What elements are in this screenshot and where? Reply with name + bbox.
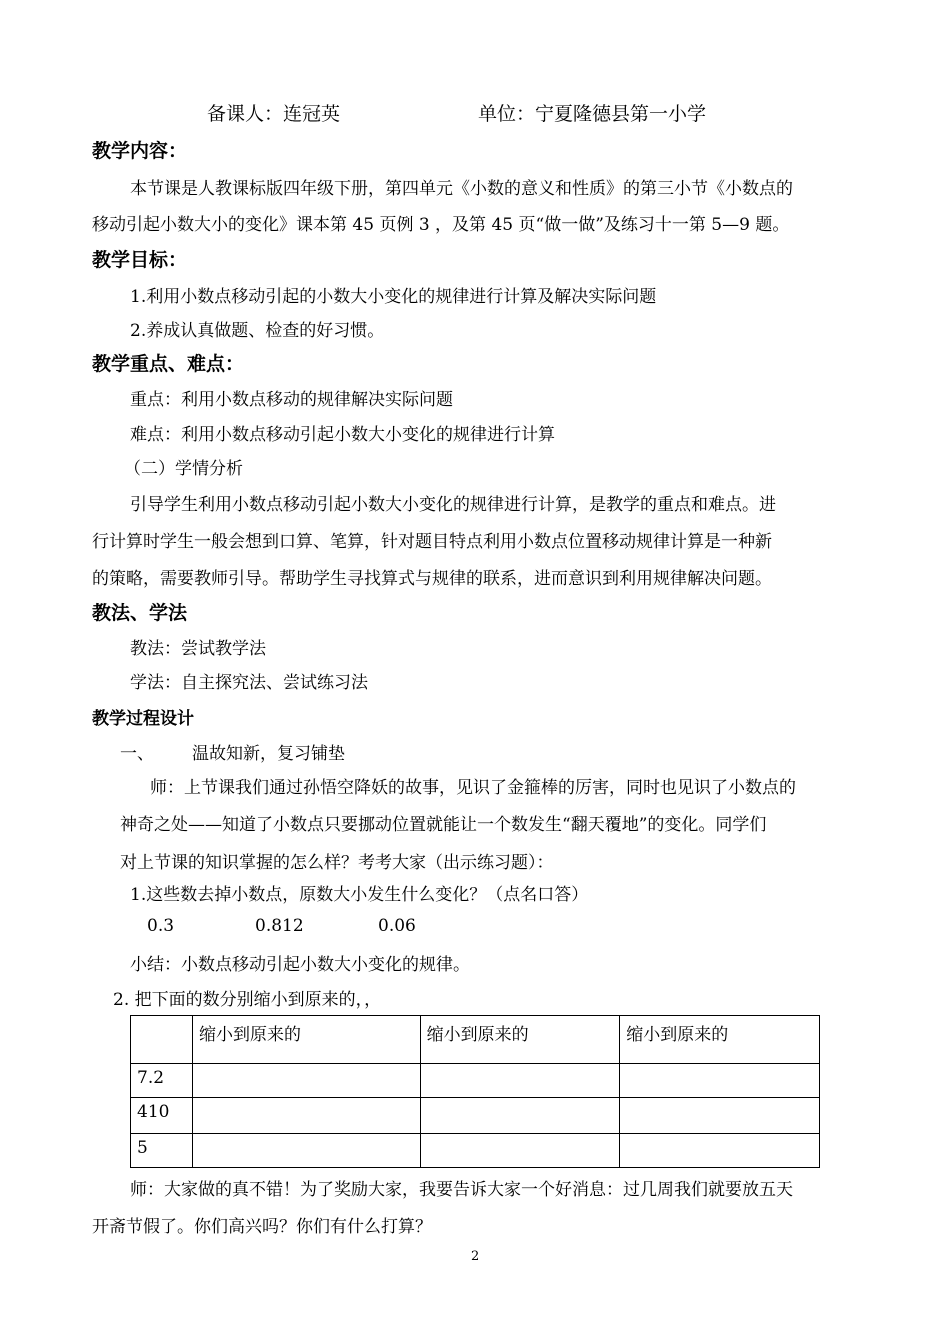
table-cell: 7.2 — [131, 1064, 193, 1098]
goal-2: 2.养成认真做题、检查的好习惯。 — [130, 321, 385, 341]
difficulty-point: 难点：利用小数点移动引起小数大小变化的规律进行计算 — [130, 425, 555, 445]
goals-heading: 教学目标： — [92, 249, 188, 271]
question-1: 1.这些数去掉小数点，原数大小发生什么变化？（点名口答） — [130, 885, 589, 905]
table-cell — [420, 1064, 620, 1098]
question-2: 2. 把下面的数分别缩小到原来的，， — [113, 990, 382, 1010]
teaching-method: 教法：尝试教学法 — [130, 639, 266, 659]
table-cell — [420, 1098, 620, 1134]
q1-number: 0.3 — [147, 916, 175, 936]
teacher-line-3: 对上节课的知识掌握的怎么样？考考大家（出示练习题）： — [120, 853, 554, 873]
table-header-cell — [131, 1016, 193, 1064]
methods-heading: 教法、学法 — [92, 602, 188, 624]
analysis-line-2: 行计算时学生一般会想到口算、笔算，针对题目特点利用小数点位置移动规律计算是一种新 — [92, 532, 772, 552]
preparer: 备课人：连冠英 — [207, 103, 341, 125]
table-cell — [192, 1134, 420, 1168]
step-number: 一、 — [120, 744, 154, 764]
table-cell — [192, 1098, 420, 1134]
table-cell — [420, 1134, 620, 1168]
table-cell: 410 — [131, 1098, 193, 1134]
closing-line-2: 开斋节假了。你们高兴吗？你们有什么打算？ — [92, 1217, 432, 1237]
teacher-line-1: 师：上节课我们通过孙悟空降妖的故事，见识了金箍棒的厉害，同时也见识了小数点的 — [150, 778, 796, 798]
q1-number: 0.06 — [378, 916, 416, 936]
table-header-cell: 缩小到原来的 — [420, 1016, 620, 1064]
summary: 小结：小数点移动引起小数大小变化的规律。 — [130, 955, 470, 975]
page-number: 2 — [471, 1249, 480, 1264]
table-cell — [620, 1098, 820, 1134]
exercise-table — [130, 1015, 820, 1168]
unit: 单位：宁夏隆德县第一小学 — [478, 103, 707, 125]
goal-1: 1.利用小数点移动引起的小数大小变化的规律进行计算及解决实际问题 — [130, 287, 657, 307]
analysis-title: （二）学情分析 — [124, 459, 243, 479]
table-header-row — [131, 1016, 820, 1064]
process-heading: 教学过程设计 — [92, 709, 194, 729]
table-header-cell: 缩小到原来的 — [192, 1016, 420, 1064]
q1-number: 0.812 — [255, 916, 304, 936]
table-header-cell: 缩小到原来的 — [620, 1016, 820, 1064]
analysis-line-1: 引导学生利用小数点移动引起小数大小变化的规律进行计算，是教学的重点和难点。进 — [130, 495, 776, 515]
content-line-2: 移动引起小数大小的变化》课本第 45 页例 3 ，及第 45 页“做一做”及练习十一第 5—9 题。 — [92, 215, 790, 235]
keypoints-heading: 教学重点、难点： — [92, 353, 245, 375]
table-cell — [620, 1134, 820, 1168]
teacher-line-2: 神奇之处——知道了小数点只要挪动位置就能让一个数发生“翻天覆地”的变化。同学们 — [120, 815, 767, 835]
learning-method: 学法：自主探究法、尝试练习法 — [130, 673, 368, 693]
key-point: 重点：利用小数点移动的规律解决实际问题 — [130, 390, 453, 410]
table-row — [131, 1098, 820, 1134]
closing-line-1: 师：大家做的真不错！为了奖励大家，我要告诉大家一个好消息：过几周我们就要放五天 — [130, 1180, 793, 1200]
analysis-line-3: 的策略，需要教师引导。帮助学生寻找算式与规律的联系，进而意识到利用规律解决问题。 — [92, 569, 772, 589]
table-cell — [620, 1064, 820, 1098]
content-line-1: 本节课是人教课标版四年级下册，第四单元《小数的意义和性质》的第三小节《小数点的 — [130, 179, 793, 199]
content-heading: 教学内容： — [92, 140, 188, 162]
step-title: 温故知新，复习铺垫 — [192, 744, 345, 764]
table-row — [131, 1064, 820, 1098]
table-row — [131, 1134, 820, 1168]
table-cell: 5 — [131, 1134, 193, 1168]
table-cell — [192, 1064, 420, 1098]
